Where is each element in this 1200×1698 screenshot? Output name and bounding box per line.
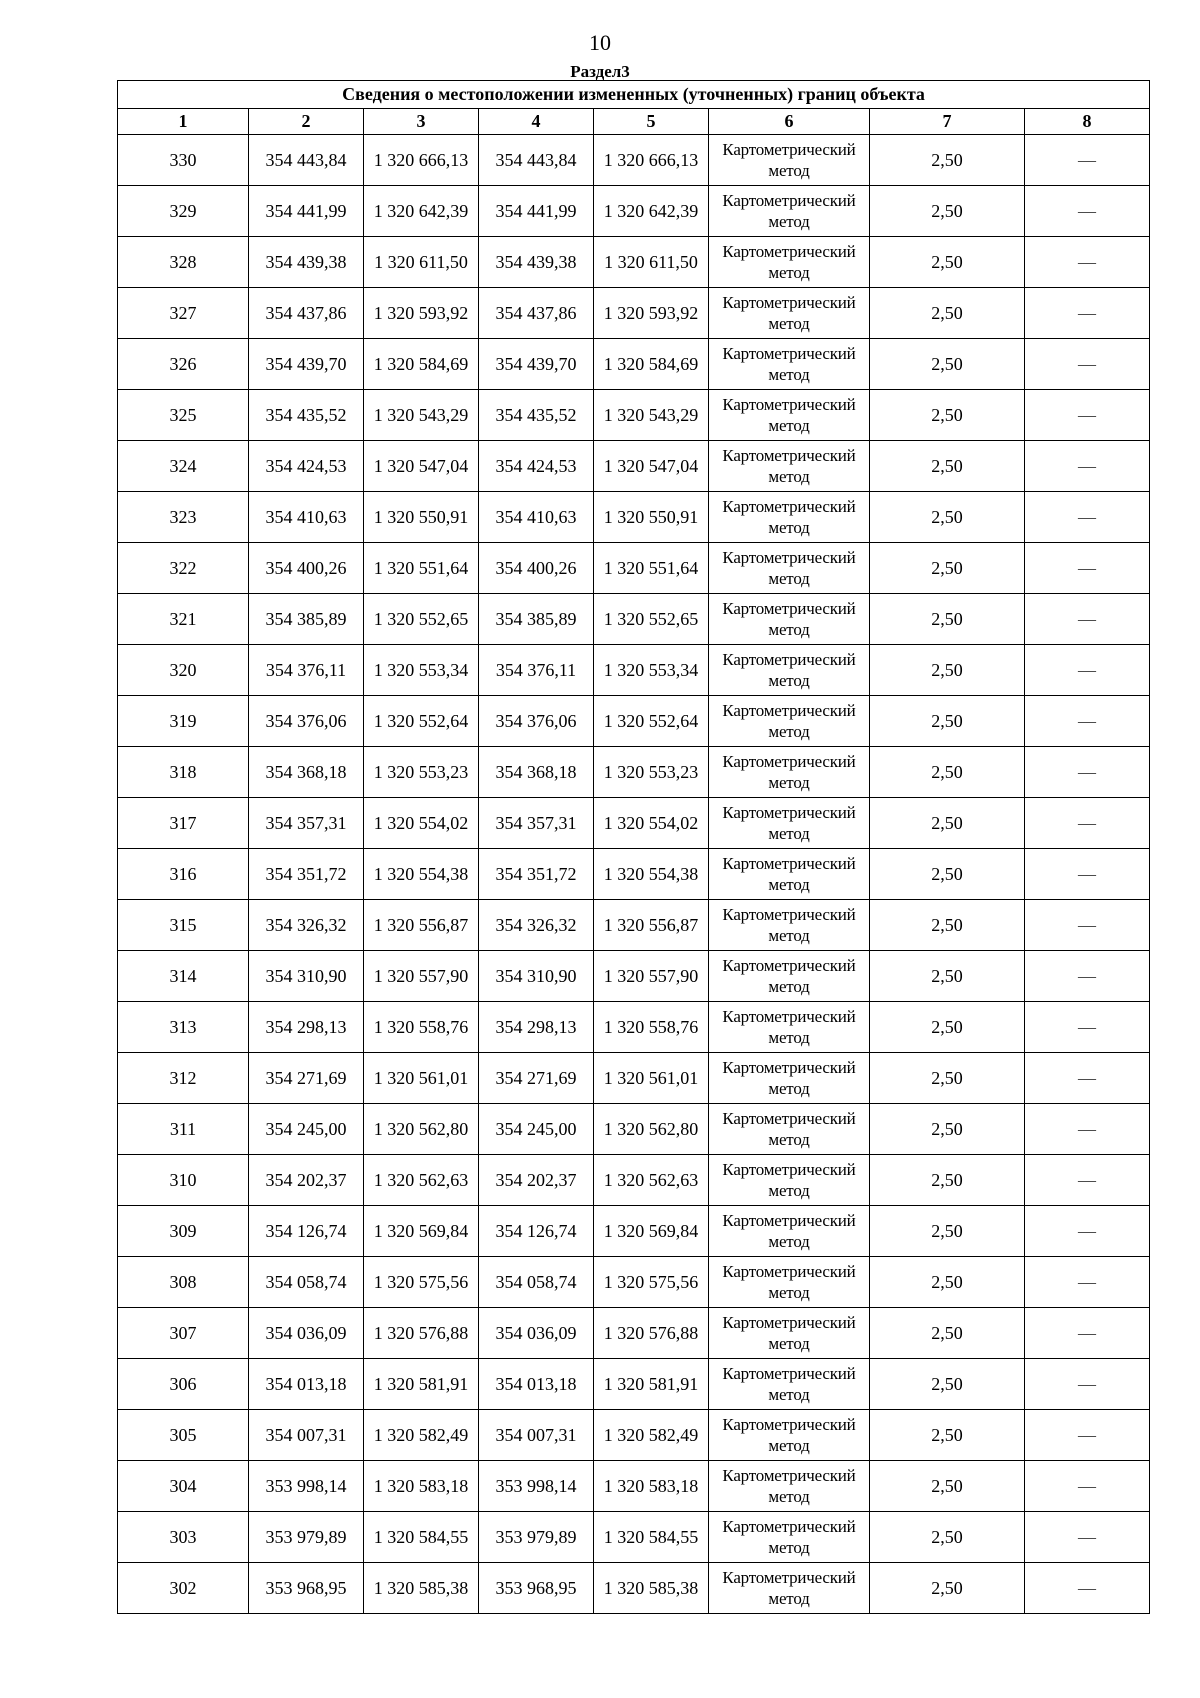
table-cell: 1 320 556,87 <box>594 900 709 951</box>
table-cell: Картометрический метод <box>709 543 870 594</box>
table-cell: 1 320 543,29 <box>364 390 479 441</box>
table-cell: 2,50 <box>870 798 1025 849</box>
table-cell: 2,50 <box>870 1359 1025 1410</box>
table-cell: 304 <box>118 1461 249 1512</box>
table-cell: Картометрический метод <box>709 237 870 288</box>
table-cell: 354 376,11 <box>479 645 594 696</box>
table-cell: 354 245,00 <box>479 1104 594 1155</box>
table-cell: 1 320 551,64 <box>594 543 709 594</box>
table-cell: — <box>1025 543 1150 594</box>
table-cell: 2,50 <box>870 135 1025 186</box>
table-cell: 1 320 554,02 <box>594 798 709 849</box>
table-cell: 1 320 584,55 <box>594 1512 709 1563</box>
table-row <box>118 1359 1150 1410</box>
table-cell: 354 439,38 <box>479 237 594 288</box>
table-cell: 2,50 <box>870 1104 1025 1155</box>
column-number-header: 6 <box>709 109 870 135</box>
section-title: Раздел3 <box>570 62 630 81</box>
table-row <box>118 135 1150 186</box>
table-cell: Картометрический метод <box>709 1257 870 1308</box>
table-row <box>118 696 1150 747</box>
table-cell: 307 <box>118 1308 249 1359</box>
table-cell: 1 320 581,91 <box>594 1359 709 1410</box>
table-cell: 327 <box>118 288 249 339</box>
table-cell: — <box>1025 1308 1150 1359</box>
table-cell: — <box>1025 390 1150 441</box>
table-row <box>118 1563 1150 1614</box>
table-cell: 1 320 562,80 <box>364 1104 479 1155</box>
table-cell: 1 320 547,04 <box>364 441 479 492</box>
table-cell: 1 320 585,38 <box>594 1563 709 1614</box>
table-cell: 317 <box>118 798 249 849</box>
table-cell: 1 320 554,38 <box>364 849 479 900</box>
table-cell: 354 310,90 <box>479 951 594 1002</box>
table-cell: 1 320 553,34 <box>594 645 709 696</box>
table-cell: 2,50 <box>870 747 1025 798</box>
table-cell: 1 320 552,64 <box>364 696 479 747</box>
table-cell: 354 368,18 <box>479 747 594 798</box>
table-cell: 328 <box>118 237 249 288</box>
table-cell: 354 385,89 <box>479 594 594 645</box>
table-cell: 354 400,26 <box>249 543 364 594</box>
table-cell: — <box>1025 1002 1150 1053</box>
table-cell: 354 357,31 <box>249 798 364 849</box>
table-cell: 2,50 <box>870 288 1025 339</box>
table-cell: — <box>1025 1563 1150 1614</box>
table-cell: — <box>1025 951 1150 1002</box>
table-cell: 1 320 561,01 <box>594 1053 709 1104</box>
table-cell: 313 <box>118 1002 249 1053</box>
table-row <box>118 543 1150 594</box>
table-cell: Картометрический метод <box>709 900 870 951</box>
table-cell: 1 320 581,91 <box>364 1359 479 1410</box>
table-cell: 354 368,18 <box>249 747 364 798</box>
table-cell: Картометрический метод <box>709 492 870 543</box>
table-cell: 305 <box>118 1410 249 1461</box>
table-cell: — <box>1025 1206 1150 1257</box>
table-cell: 306 <box>118 1359 249 1410</box>
table-cell: 1 320 582,49 <box>364 1410 479 1461</box>
table-cell: 354 036,09 <box>249 1308 364 1359</box>
table-cell: 303 <box>118 1512 249 1563</box>
table-cell: 1 320 558,76 <box>594 1002 709 1053</box>
table-cell: 326 <box>118 339 249 390</box>
table-cell: 1 320 547,04 <box>594 441 709 492</box>
table-cell: — <box>1025 900 1150 951</box>
table-cell: Картометрический метод <box>709 288 870 339</box>
table-cell: — <box>1025 339 1150 390</box>
table-cell: 1 320 556,87 <box>364 900 479 951</box>
table-cell: — <box>1025 1257 1150 1308</box>
table-cell: 1 320 554,02 <box>364 798 479 849</box>
column-number-header: 3 <box>364 109 479 135</box>
table-cell: 2,50 <box>870 1155 1025 1206</box>
table-cell: 2,50 <box>870 645 1025 696</box>
table-cell: 2,50 <box>870 1308 1025 1359</box>
table-cell: 354 013,18 <box>249 1359 364 1410</box>
table-cell: — <box>1025 1461 1150 1512</box>
table-row <box>118 1461 1150 1512</box>
table-cell: — <box>1025 594 1150 645</box>
table-cell: 309 <box>118 1206 249 1257</box>
table-cell: 353 968,95 <box>479 1563 594 1614</box>
table-cell: — <box>1025 798 1150 849</box>
table-row <box>118 1257 1150 1308</box>
table-cell: Картометрический метод <box>709 1410 870 1461</box>
table-cell: — <box>1025 492 1150 543</box>
table-cell: Картометрический метод <box>709 594 870 645</box>
table-cell: — <box>1025 696 1150 747</box>
table-cell: 330 <box>118 135 249 186</box>
table-cell: 354 376,11 <box>249 645 364 696</box>
table-cell: — <box>1025 1053 1150 1104</box>
table-cell: 1 320 552,65 <box>594 594 709 645</box>
table-row <box>118 1308 1150 1359</box>
table-cell: 319 <box>118 696 249 747</box>
table-caption: Сведения о местоположении измененных (уточненных) границ объекта <box>118 81 1150 109</box>
table-cell: 353 998,14 <box>249 1461 364 1512</box>
table-cell: 315 <box>118 900 249 951</box>
table-cell: 354 376,06 <box>249 696 364 747</box>
table-cell: 2,50 <box>870 441 1025 492</box>
table-cell: 320 <box>118 645 249 696</box>
table-cell: — <box>1025 1104 1150 1155</box>
table-cell: 2,50 <box>870 492 1025 543</box>
table-row <box>118 645 1150 696</box>
table-cell: 354 351,72 <box>479 849 594 900</box>
table-cell: 354 058,74 <box>479 1257 594 1308</box>
table-cell: 1 320 543,29 <box>594 390 709 441</box>
page-number: 10 <box>589 30 611 55</box>
table-cell: 354 271,69 <box>249 1053 364 1104</box>
column-number-header: 5 <box>594 109 709 135</box>
table-cell: — <box>1025 186 1150 237</box>
table-cell: Картометрический метод <box>709 645 870 696</box>
table-caption-row <box>118 81 1150 109</box>
table-row <box>118 1053 1150 1104</box>
table-cell: 316 <box>118 849 249 900</box>
table-cell: 354 013,18 <box>479 1359 594 1410</box>
table-row <box>118 1104 1150 1155</box>
table-row <box>118 390 1150 441</box>
column-number-header: 7 <box>870 109 1025 135</box>
table-cell: Картометрический метод <box>709 186 870 237</box>
table-cell: 354 007,31 <box>479 1410 594 1461</box>
table-cell: 1 320 611,50 <box>364 237 479 288</box>
table-cell: Картометрический метод <box>709 951 870 1002</box>
table-cell: 1 320 576,88 <box>594 1308 709 1359</box>
table-cell: 354 310,90 <box>249 951 364 1002</box>
table-cell: 1 320 557,90 <box>364 951 479 1002</box>
table-cell: 354 271,69 <box>479 1053 594 1104</box>
table-cell: 354 439,38 <box>249 237 364 288</box>
table-cell: 1 320 558,76 <box>364 1002 479 1053</box>
table-cell: 324 <box>118 441 249 492</box>
table-cell: 354 376,06 <box>479 696 594 747</box>
table-cell: 302 <box>118 1563 249 1614</box>
table-cell: 354 202,37 <box>479 1155 594 1206</box>
table-cell: Картометрический метод <box>709 1359 870 1410</box>
table-row <box>118 186 1150 237</box>
table-cell: 1 320 611,50 <box>594 237 709 288</box>
table-cell: — <box>1025 1512 1150 1563</box>
table-cell: 1 320 575,56 <box>594 1257 709 1308</box>
table-cell: 354 357,31 <box>479 798 594 849</box>
table-row <box>118 237 1150 288</box>
table-cell: Картометрический метод <box>709 696 870 747</box>
table-cell: 354 400,26 <box>479 543 594 594</box>
column-number-header: 8 <box>1025 109 1150 135</box>
table-cell: 1 320 550,91 <box>364 492 479 543</box>
table-cell: — <box>1025 1359 1150 1410</box>
table-cell: 354 126,74 <box>249 1206 364 1257</box>
table-cell: 1 320 575,56 <box>364 1257 479 1308</box>
table-cell: 2,50 <box>870 594 1025 645</box>
table-cell: 2,50 <box>870 1053 1025 1104</box>
table-cell: Картометрический метод <box>709 1002 870 1053</box>
table-cell: Картометрический метод <box>709 339 870 390</box>
column-number-header: 1 <box>118 109 249 135</box>
table-cell: 312 <box>118 1053 249 1104</box>
table-cell: 1 320 582,49 <box>594 1410 709 1461</box>
table-cell: 353 998,14 <box>479 1461 594 1512</box>
table-cell: 321 <box>118 594 249 645</box>
table-cell: 318 <box>118 747 249 798</box>
table-cell: Картометрический метод <box>709 390 870 441</box>
table-cell: 322 <box>118 543 249 594</box>
table-row <box>118 1512 1150 1563</box>
table-cell: — <box>1025 237 1150 288</box>
table-cell: — <box>1025 849 1150 900</box>
table-cell: 354 441,99 <box>479 186 594 237</box>
table-cell: 354 443,84 <box>479 135 594 186</box>
table-cell: Картометрический метод <box>709 1461 870 1512</box>
table-cell: 1 320 553,23 <box>364 747 479 798</box>
table-cell: Картометрический метод <box>709 1308 870 1359</box>
table-cell: 311 <box>118 1104 249 1155</box>
table-cell: 2,50 <box>870 900 1025 951</box>
table-cell: 1 320 666,13 <box>364 135 479 186</box>
table-row <box>118 1002 1150 1053</box>
table-cell: Картометрический метод <box>709 441 870 492</box>
table-cell: 2,50 <box>870 1206 1025 1257</box>
table-cell: 1 320 562,63 <box>594 1155 709 1206</box>
table-row <box>118 339 1150 390</box>
table-cell: 325 <box>118 390 249 441</box>
table-cell: — <box>1025 1410 1150 1461</box>
table-cell: — <box>1025 1155 1150 1206</box>
table-row <box>118 1155 1150 1206</box>
table-cell: 2,50 <box>870 1002 1025 1053</box>
table-cell: Картометрический метод <box>709 1512 870 1563</box>
table-cell: 354 435,52 <box>249 390 364 441</box>
table-row <box>118 747 1150 798</box>
table-cell: 2,50 <box>870 1257 1025 1308</box>
table-cell: 1 320 583,18 <box>594 1461 709 1512</box>
table-cell: 1 320 593,92 <box>594 288 709 339</box>
table-cell: 354 007,31 <box>249 1410 364 1461</box>
table-cell: Картометрический метод <box>709 1104 870 1155</box>
boundary-coordinates-table <box>117 80 1150 1614</box>
table-cell: 1 320 666,13 <box>594 135 709 186</box>
table-cell: 1 320 552,64 <box>594 696 709 747</box>
table-body <box>118 135 1150 1614</box>
table-cell: 354 435,52 <box>479 390 594 441</box>
column-number-header: 2 <box>249 109 364 135</box>
table-cell: 1 320 593,92 <box>364 288 479 339</box>
table-cell: 354 443,84 <box>249 135 364 186</box>
table-row <box>118 1410 1150 1461</box>
table-cell: 2,50 <box>870 543 1025 594</box>
table-cell: 353 968,95 <box>249 1563 364 1614</box>
table-cell: 2,50 <box>870 186 1025 237</box>
table-cell: 1 320 552,65 <box>364 594 479 645</box>
table-row <box>118 900 1150 951</box>
table-cell: 1 320 561,01 <box>364 1053 479 1104</box>
table-row <box>118 441 1150 492</box>
table-cell: 323 <box>118 492 249 543</box>
table-row <box>118 288 1150 339</box>
table-cell: 354 326,32 <box>249 900 364 951</box>
table-cell: 1 320 554,38 <box>594 849 709 900</box>
table-cell: — <box>1025 747 1150 798</box>
table-cell: 354 424,53 <box>249 441 364 492</box>
table-cell: 2,50 <box>870 390 1025 441</box>
table-cell: 2,50 <box>870 237 1025 288</box>
table-cell: 354 410,63 <box>249 492 364 543</box>
table-cell: 2,50 <box>870 951 1025 1002</box>
table-cell: Картометрический метод <box>709 1053 870 1104</box>
table-cell: 1 320 562,63 <box>364 1155 479 1206</box>
table-cell: 308 <box>118 1257 249 1308</box>
column-numbers-row <box>118 109 1150 135</box>
table-row <box>118 1206 1150 1257</box>
table-cell: 1 320 584,55 <box>364 1512 479 1563</box>
table-cell: 314 <box>118 951 249 1002</box>
table-row <box>118 951 1150 1002</box>
table-cell: 354 058,74 <box>249 1257 364 1308</box>
table-cell: 2,50 <box>870 1461 1025 1512</box>
table-cell: 354 441,99 <box>249 186 364 237</box>
table-cell: 353 979,89 <box>249 1512 364 1563</box>
table-cell: 354 298,13 <box>249 1002 364 1053</box>
table-cell: 2,50 <box>870 1410 1025 1461</box>
table-cell: 354 439,70 <box>479 339 594 390</box>
table-cell: 354 202,37 <box>249 1155 364 1206</box>
table-cell: 1 320 642,39 <box>364 186 479 237</box>
table-cell: 354 351,72 <box>249 849 364 900</box>
boundary-table-container <box>117 80 1149 1614</box>
table-cell: Картометрический метод <box>709 849 870 900</box>
table-cell: Картометрический метод <box>709 1155 870 1206</box>
table-cell: 2,50 <box>870 339 1025 390</box>
table-cell: 354 410,63 <box>479 492 594 543</box>
table-cell: Картометрический метод <box>709 798 870 849</box>
table-row <box>118 492 1150 543</box>
table-cell: 1 320 642,39 <box>594 186 709 237</box>
table-cell: 2,50 <box>870 696 1025 747</box>
table-cell: 1 320 553,34 <box>364 645 479 696</box>
table-cell: Картометрический метод <box>709 1563 870 1614</box>
table-cell: 1 320 585,38 <box>364 1563 479 1614</box>
table-cell: — <box>1025 288 1150 339</box>
table-cell: 354 385,89 <box>249 594 364 645</box>
table-cell: 354 126,74 <box>479 1206 594 1257</box>
table-cell: — <box>1025 135 1150 186</box>
table-row <box>118 798 1150 849</box>
table-cell: Картометрический метод <box>709 747 870 798</box>
table-cell: Картометрический метод <box>709 135 870 186</box>
table-cell: 354 439,70 <box>249 339 364 390</box>
table-cell: Картометрический метод <box>709 1206 870 1257</box>
table-row <box>118 594 1150 645</box>
table-cell: 1 320 550,91 <box>594 492 709 543</box>
table-cell: 1 320 551,64 <box>364 543 479 594</box>
table-cell: 1 320 557,90 <box>594 951 709 1002</box>
table-cell: 354 437,86 <box>479 288 594 339</box>
table-cell: — <box>1025 441 1150 492</box>
table-cell: 1 320 553,23 <box>594 747 709 798</box>
table-cell: 1 320 569,84 <box>364 1206 479 1257</box>
table-cell: 2,50 <box>870 1563 1025 1614</box>
table-cell: 353 979,89 <box>479 1512 594 1563</box>
table-cell: 1 320 569,84 <box>594 1206 709 1257</box>
table-cell: 2,50 <box>870 849 1025 900</box>
table-cell: 310 <box>118 1155 249 1206</box>
table-cell: 354 424,53 <box>479 441 594 492</box>
table-cell: 2,50 <box>870 1512 1025 1563</box>
table-cell: 1 320 584,69 <box>364 339 479 390</box>
table-cell: 329 <box>118 186 249 237</box>
table-cell: 1 320 584,69 <box>594 339 709 390</box>
table-cell: 354 245,00 <box>249 1104 364 1155</box>
table-cell: 354 326,32 <box>479 900 594 951</box>
table-cell: 354 437,86 <box>249 288 364 339</box>
table-cell: 1 320 583,18 <box>364 1461 479 1512</box>
table-cell: 354 036,09 <box>479 1308 594 1359</box>
table-row <box>118 849 1150 900</box>
table-cell: 354 298,13 <box>479 1002 594 1053</box>
table-cell: — <box>1025 645 1150 696</box>
table-cell: 1 320 576,88 <box>364 1308 479 1359</box>
column-number-header: 4 <box>479 109 594 135</box>
table-cell: 1 320 562,80 <box>594 1104 709 1155</box>
